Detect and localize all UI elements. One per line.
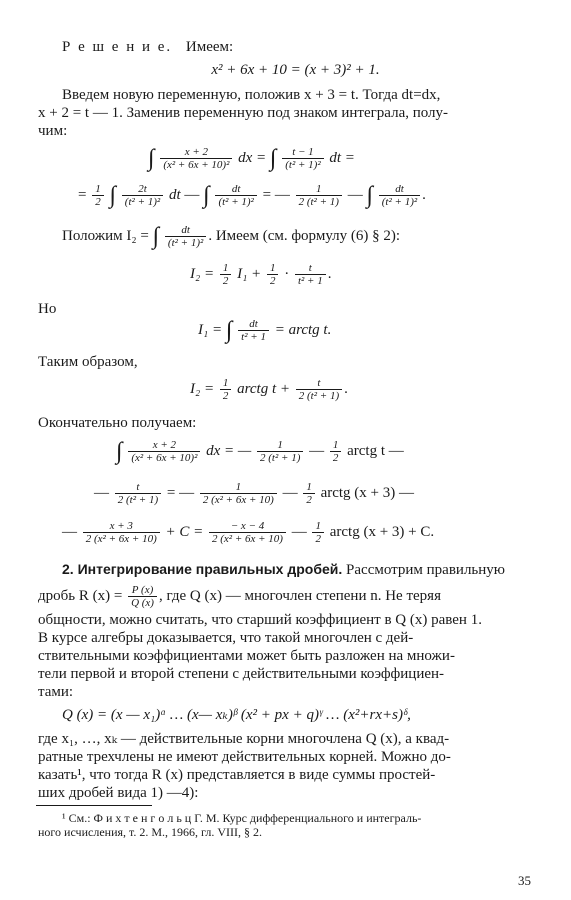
eq-text: arctg t —	[347, 442, 404, 459]
eq-text: dx = —	[206, 442, 252, 459]
fraction	[312, 520, 324, 545]
thus-text: Таким образом,	[38, 354, 138, 370]
denominator: 2 (x² + 6x + 10)	[83, 532, 160, 545]
integral-sign: ∫	[148, 145, 155, 172]
numerator: x + 3	[109, 520, 133, 532]
denominator: 2	[267, 274, 279, 287]
numerator: t	[308, 262, 312, 274]
but-text: Но	[38, 301, 57, 317]
i1-formula	[198, 318, 331, 343]
put-line	[62, 224, 400, 249]
denominator: 2 (x² + 6x + 10)	[200, 493, 277, 506]
section-line-1-rest: Рассмотрим правильную	[346, 562, 506, 578]
denominator: 2	[220, 389, 232, 402]
denominator: (t² + 1)²	[379, 195, 420, 208]
footnote-line-2: ного исчисления, т. 2. М., 1966, гл. VIII, § 2.	[38, 825, 262, 839]
numerator: t	[136, 481, 140, 493]
integral-sign: ∫	[109, 182, 117, 209]
fraction	[165, 224, 206, 249]
substitution-line-2: x + 2 = t — 1. Заменив переменную под знаком интеграла, полу-	[38, 105, 449, 121]
substitution-line-1: Введем новую переменную, положив x + 3 = t. Тогда dt=dx,	[62, 87, 441, 103]
denominator: 2	[303, 493, 315, 506]
denominator: (t² + 1)²	[165, 236, 206, 249]
factorization-formula: Q (x) = (x — x₁)ᵅ … (x— xₖ)ᵝ (x² + px + q)ᵞ … (x²+rx+s)ᵟ,	[62, 707, 411, 723]
numerator: dt	[395, 183, 404, 195]
fraction	[215, 183, 256, 208]
fraction	[296, 377, 342, 402]
fraction	[267, 262, 279, 287]
integral-sign: ∫	[269, 145, 277, 172]
numerator: 1	[306, 481, 312, 493]
numerator: P (x)	[131, 584, 154, 596]
numerator: t − 1	[292, 146, 314, 158]
denominator: t² + 1	[295, 274, 326, 287]
after-line-3: казать¹, что тогда R (x) представляется в виде суммы простей-	[38, 767, 436, 783]
denominator: (x² + 6x + 10)²	[128, 451, 200, 464]
denominator: 2	[92, 195, 104, 208]
fraction	[83, 520, 160, 545]
numerator: 1	[277, 439, 283, 451]
numerator: dt	[249, 318, 258, 330]
i2-final-formula: I₂ = $\frac{1}{2}$ arctg t + $\frac{t}{\text{2 (t² + 1)}}$ .	[190, 377, 348, 402]
result-line-3: — $\frac{x + 3}{\text{2 (x² + 6x + 10)}}$ + C = $\frac{- x - 4}{\text{2 (x² + 6x + 10)}}$ — $\frac{1}{2}$ arctg (x + 3) + C.	[62, 520, 435, 545]
numerator: x + 2	[184, 146, 208, 158]
fraction	[209, 520, 286, 545]
equation-split: = $\frac{1}{2}$ ∫ $\frac{2t}{\text{(t² + 1)²}}$ dt — ∫ $\frac{dt}{\text{(t² + 1)²}}$ = — $\frac{1}{\text{2 (t² + 1)}}$ — ∫ $\frac{dt}{\text{(t² + 1)²}}$ .	[78, 182, 426, 209]
numerator: 1	[332, 439, 339, 451]
eq-text: дробь R (x) =	[38, 587, 123, 604]
fraction	[303, 481, 315, 506]
numerator: dt	[231, 183, 241, 195]
eq-text: I₁ =	[198, 321, 223, 338]
integral-sign: ∫	[366, 182, 374, 209]
eq-text: arctg t +	[237, 380, 290, 397]
numerator: 1	[222, 377, 229, 389]
after-line-4: ших дробей вида 1) —4):	[38, 785, 199, 801]
finally-text: Окончательно получаем:	[38, 415, 197, 431]
fraction	[282, 146, 323, 171]
eq-text: arctg (x + 3) + C.	[329, 523, 435, 540]
result-line-1: ∫ $\frac{x + 2}{\text{(x² + 6x + 10)²}}$ dx = — $\frac{1}{\text{2 (t² + 1)}}$ — $\frac{1}{2}$ arctg t —	[116, 438, 404, 465]
fraction	[330, 439, 342, 464]
denominator: Q (x)	[128, 596, 157, 609]
section-2-line-1	[62, 560, 505, 579]
eq-text: I₁ +	[237, 265, 262, 282]
fraction	[238, 318, 269, 343]
section-2-line-2	[38, 584, 441, 609]
denominator: (t² + 1)²	[282, 158, 323, 171]
denominator: 2 (t² + 1)	[115, 493, 161, 506]
denominator: (x² + 6x + 10)²	[160, 158, 232, 171]
denominator: 2	[220, 274, 232, 287]
fraction	[200, 481, 277, 506]
denominator: 2 (t² + 1)	[296, 195, 342, 208]
eq-text: arctg (x + 3) —	[320, 484, 414, 501]
numerator: 2t	[138, 183, 147, 195]
fraction	[220, 377, 232, 402]
numerator: 1	[269, 262, 276, 274]
section-2-line-6: тели первой и второй степени с действительными коэффициен-	[38, 666, 445, 682]
fraction	[295, 262, 326, 287]
footnote-line-1: ¹ См.: Ф и х т е н г о л ь ц Г. М. Курс дифференциального и интеграль-	[62, 811, 422, 825]
eq-text: , где Q (x) — многочлен степени n. Не теряя	[158, 587, 441, 604]
eq-text: I₂ =	[190, 265, 215, 282]
fraction	[128, 439, 200, 464]
numerator: x + 2	[152, 439, 176, 451]
page-number: 35	[518, 873, 531, 888]
numerator: 1	[315, 520, 321, 532]
denominator: 2 (x² + 6x + 10)	[209, 532, 286, 545]
solution-line	[62, 38, 233, 56]
i2-recurrence-formula: I₂ = $\frac{1}{2}$ I₁ + $\frac{1}{2}$ · $\frac{t}{\text{t² + 1}}$ .	[190, 262, 332, 287]
denominator: (t² + 1)²	[122, 195, 163, 208]
numerator: 1	[95, 183, 101, 195]
numerator: − x − 4	[230, 520, 265, 532]
formula-completing-square	[0, 61, 571, 79]
fraction	[160, 146, 232, 171]
denominator: 2	[312, 532, 324, 545]
numerator: 1	[235, 481, 242, 493]
substitution-line-3: чим:	[38, 123, 68, 139]
numerator: dt	[181, 224, 190, 236]
put-prefix: Положим I₂ =	[62, 227, 149, 244]
integral-sign: ∫	[152, 223, 160, 250]
eq-text: =	[78, 186, 87, 203]
after-line-1: где x₁, …, xₖ — действительные корни многочлена Q (x), а квад-	[38, 731, 450, 747]
fraction	[220, 262, 232, 287]
numerator: 1	[316, 183, 322, 195]
eq-text: + C =	[165, 523, 204, 540]
equation-substitution	[148, 146, 355, 171]
eq-text: dt =	[329, 149, 355, 166]
solution-text: Имеем:	[185, 39, 234, 55]
section-2-line-7: тами:	[38, 684, 74, 700]
denominator: t² + 1	[238, 330, 269, 343]
section-heading: 2. Интегрирование правильных дробей.	[62, 561, 343, 577]
eq-text: ·	[284, 265, 290, 282]
integral-sign: ∫	[116, 438, 123, 465]
after-line-2: ратные трехчлены не имеют действительных корней. Можно до-	[38, 749, 451, 765]
numerator: t	[317, 377, 321, 389]
denominator: (t² + 1)²	[215, 195, 256, 208]
numerator: 1	[222, 262, 229, 274]
denominator: 2 (t² + 1)	[257, 451, 303, 464]
fraction	[128, 584, 157, 609]
formula-1: x² + 6x + 10 = (x + 3)² + 1.	[211, 62, 380, 78]
fraction	[115, 481, 161, 506]
eq-text: I₂ =	[190, 380, 215, 397]
section-2-line-3: общности, можно считать, что старший коэффициент в Q (x) равен 1.	[38, 612, 482, 628]
result-line-2: — $\frac{t}{\text{2 (t² + 1)}}$ = — $\frac{1}{\text{2 (x² + 6x + 10)}}$ — $\frac{1}{2}$ arctg (x + 3) —	[94, 481, 414, 506]
integral-sign: ∫	[203, 182, 210, 209]
fraction-half	[92, 183, 104, 208]
fraction	[379, 183, 420, 208]
solution-label: Р е ш е н и е.	[62, 39, 173, 55]
integral-sign: ∫	[225, 317, 233, 344]
section-2-line-5: ствительными коэффициентами может быть разложен на множи-	[38, 648, 455, 664]
eq-text: = arctg t.	[274, 321, 332, 338]
denominator: 2 (t² + 1)	[296, 389, 342, 402]
footnote-rule	[36, 805, 152, 806]
section-2-line-4: В курсе алгебры доказывается, что такой многочлен с дей-	[38, 630, 414, 646]
fraction	[257, 439, 303, 464]
fraction	[296, 183, 342, 208]
put-suffix: . Имеем (см. формулу (6) § 2):	[208, 227, 401, 244]
denominator: 2	[330, 451, 342, 464]
eq-text: dx =	[238, 149, 267, 166]
fraction	[122, 183, 163, 208]
